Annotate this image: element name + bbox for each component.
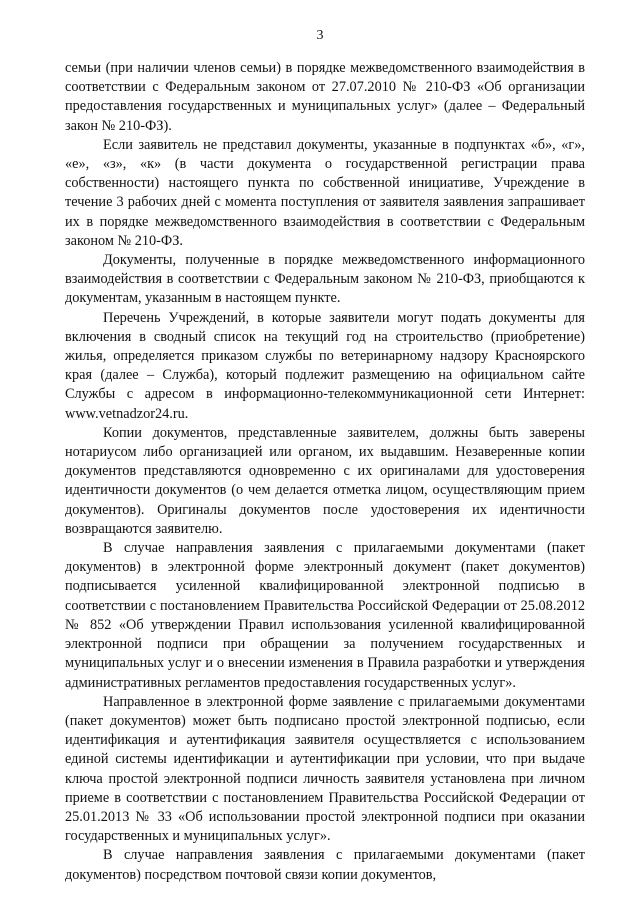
- page-number: 3: [316, 28, 324, 43]
- paragraph-3: Документы, полученные в порядке межведомственного информационного взаимодействия в соответствии с Федеральным законом № 210-ФЗ, приобщаются к документам, указанным в настоящем пункте.: [65, 252, 585, 307]
- paragraph-8: В случае направления заявления с прилагаемыми документами (пакет документов) посредством почтовой связи копии документов,: [65, 847, 585, 883]
- document-body: [65, 59, 585, 885]
- paragraph-2: Если заявитель не представил документы, указанные в подпунктах «б», «г», «е», «з», «к» (в части документа о государственной регистрации права собственности) настоящего пункта по собственной инициативе, Учреждение в течение 3 рабочих дней с момента поступления от заявителя заявления запрашивает их в порядке межведомственного взаимодействия в соответствии с Федеральным законом № 210-ФЗ.: [65, 136, 585, 249]
- paragraph-5: Копии документов, представленные заявителем, должны быть заверены нотариусом либо организацией или органом, их выдавшим. Незаверенные копии документов представляются одновременно с их оригиналами для удостоверения идентичности документов (о чем делается отметка лицом, осуществляющим прием документов). Оригиналы документов после удостоверения их идентичности возвращаются заявителю.: [65, 424, 585, 537]
- paragraph-1: семьи (при наличии членов семьи) в порядке межведомственного взаимодействия в соответствии с Федеральным законом от 27.07.2010 № 210-ФЗ «Об организации предоставления государственных и муниципальных услуг» (далее – Федеральный закон № 210-ФЗ).: [65, 60, 585, 134]
- paragraph-4: Перечень Учреждений, в которые заявители могут подать документы для включения в сводный список на текущий год на строительство (приобретение) жилья, определяется приказом службы по ветеринарному надзору Красноярского края (далее – Служба), который подлежит размещению на официальном сайте Службы с адресом в информационно-телекоммуникационной сети Интернет: www.vetnadzor24.ru.: [65, 309, 585, 422]
- paragraph-6: В случае направления заявления с прилагаемыми документами (пакет документов) в электронной форме электронный документ (пакет документов) подписывается усиленной квалифицированной электронной подписью в соответствии с постановлением Правительства Российской Федерации от 25.08.2012 № 852 «Об утверждении Правил использования усиленной квалифицированной электронной подписи при обращении за получением государственных и муниципальных услуг и о внесении изменения в Правила разработки и утверждения административных регламентов предоставления государственных услуг».: [65, 540, 585, 691]
- paragraph-7: Направленное в электронной форме заявление с прилагаемыми документами (пакет документов) может быть подписано простой электронной подписью, если идентификация и аутентификация заявителя осуществляется с использованием единой системы идентификации и аутентификации при условии, что при выдаче ключа простой электронной подписи личность заявителя установлена при личном приеме в соответствии с постановлением Правительства Российской Федерации от 25.01.2013 № 33 «Об использовании простой электронной подписи при оказании государственных и муниципальных услуг».: [65, 693, 585, 845]
